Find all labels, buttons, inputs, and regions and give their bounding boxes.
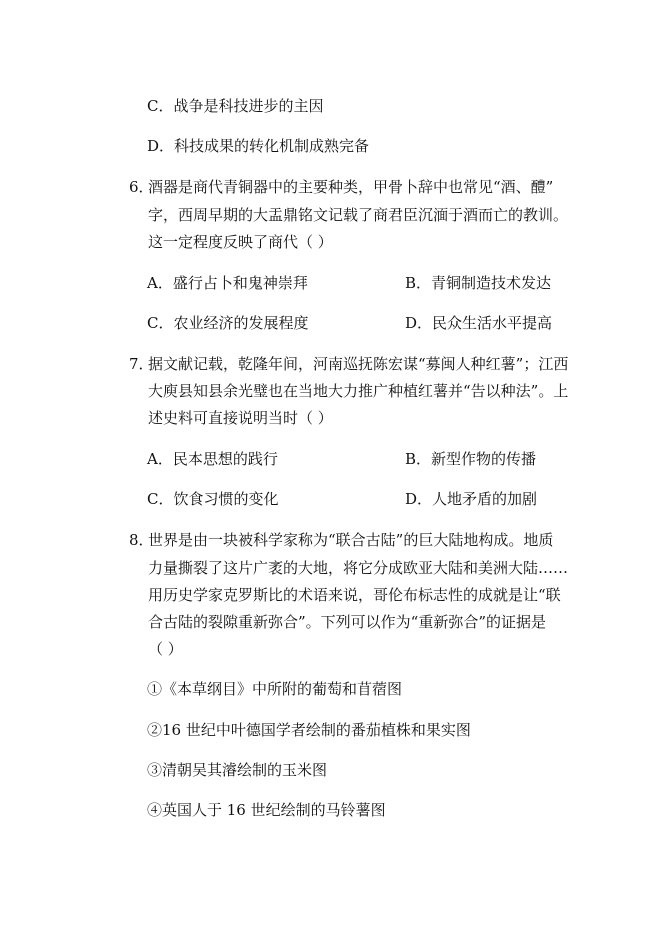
q7-line-1: 据文献记载，乾隆年间，河南巡抚陈宏谋“募闽人种红薯”；江西 xyxy=(148,355,569,373)
q6-line-1: 酒器是商代青铜器中的主要种类，甲骨卜辞中也常见“酒、醴” xyxy=(148,178,554,196)
q6-option-d: D．民众生活水平提高 xyxy=(405,314,553,332)
q8-item-2: ②16 世纪中叶德国学者绘制的番茄植株和果实图 xyxy=(147,721,471,739)
q7-line-3: 述史料可直接说明当时（ ） xyxy=(148,409,333,427)
prev-option-d: D．科技成果的转化机制成熟完备 xyxy=(147,137,370,155)
q8-line-5: （ ） xyxy=(148,640,183,658)
q7-option-d: D．人地矛盾的加剧 xyxy=(405,490,538,508)
q6-line-2: 字，西周早期的大盂鼎铭文记载了商君臣沉湎于酒而亡的教训。 xyxy=(148,206,569,224)
q6-option-a: A．盛行占卜和鬼神崇拜 xyxy=(147,274,308,292)
q7-option-b: B．新型作物的传播 xyxy=(405,450,537,468)
q8-line-3: 用历史学家克罗斯比的术语来说，哥伦布标志性的成就是让“联 xyxy=(148,586,561,604)
q8-line-2: 力量撕裂了这片广袤的大地，将它分成欧亚大陆和美洲大陆…… xyxy=(148,559,569,577)
prev-option-c: C．战争是科技进步的主因 xyxy=(147,97,324,115)
q8-item-3: ③清朝吴其濬绘制的玉米图 xyxy=(147,761,328,779)
q8-line-1: 世界是由一块被科学家称为“联合古陆”的巨大陆地构成。地质 xyxy=(148,531,554,549)
q8-item-1: ①《本草纲目》中所附的葡萄和苜蓿图 xyxy=(147,680,403,698)
q7-line-2: 大庾县知县余光璧也在当地大力推广种植红薯并“告以种法”。上 xyxy=(148,382,569,400)
q6-option-b: B．青铜制造技术发达 xyxy=(405,274,552,292)
q6-number: 6． xyxy=(129,178,154,196)
q7-option-c: C．饮食习惯的变化 xyxy=(147,490,279,508)
q8-number: 8． xyxy=(129,531,154,549)
q6-line-3: 这一定程度反映了商代（ ） xyxy=(148,233,333,251)
q7-option-a: A．民本思想的践行 xyxy=(147,450,278,468)
q8-item-4: ④英国人于 16 世纪绘制的马铃薯图 xyxy=(147,801,386,819)
q8-line-4: 合古陆的裂隙重新弥合”。下列可以作为“重新弥合”的证据是 xyxy=(148,613,547,631)
q7-number: 7． xyxy=(129,355,154,373)
q6-option-c: C．农业经济的发展程度 xyxy=(147,314,309,332)
